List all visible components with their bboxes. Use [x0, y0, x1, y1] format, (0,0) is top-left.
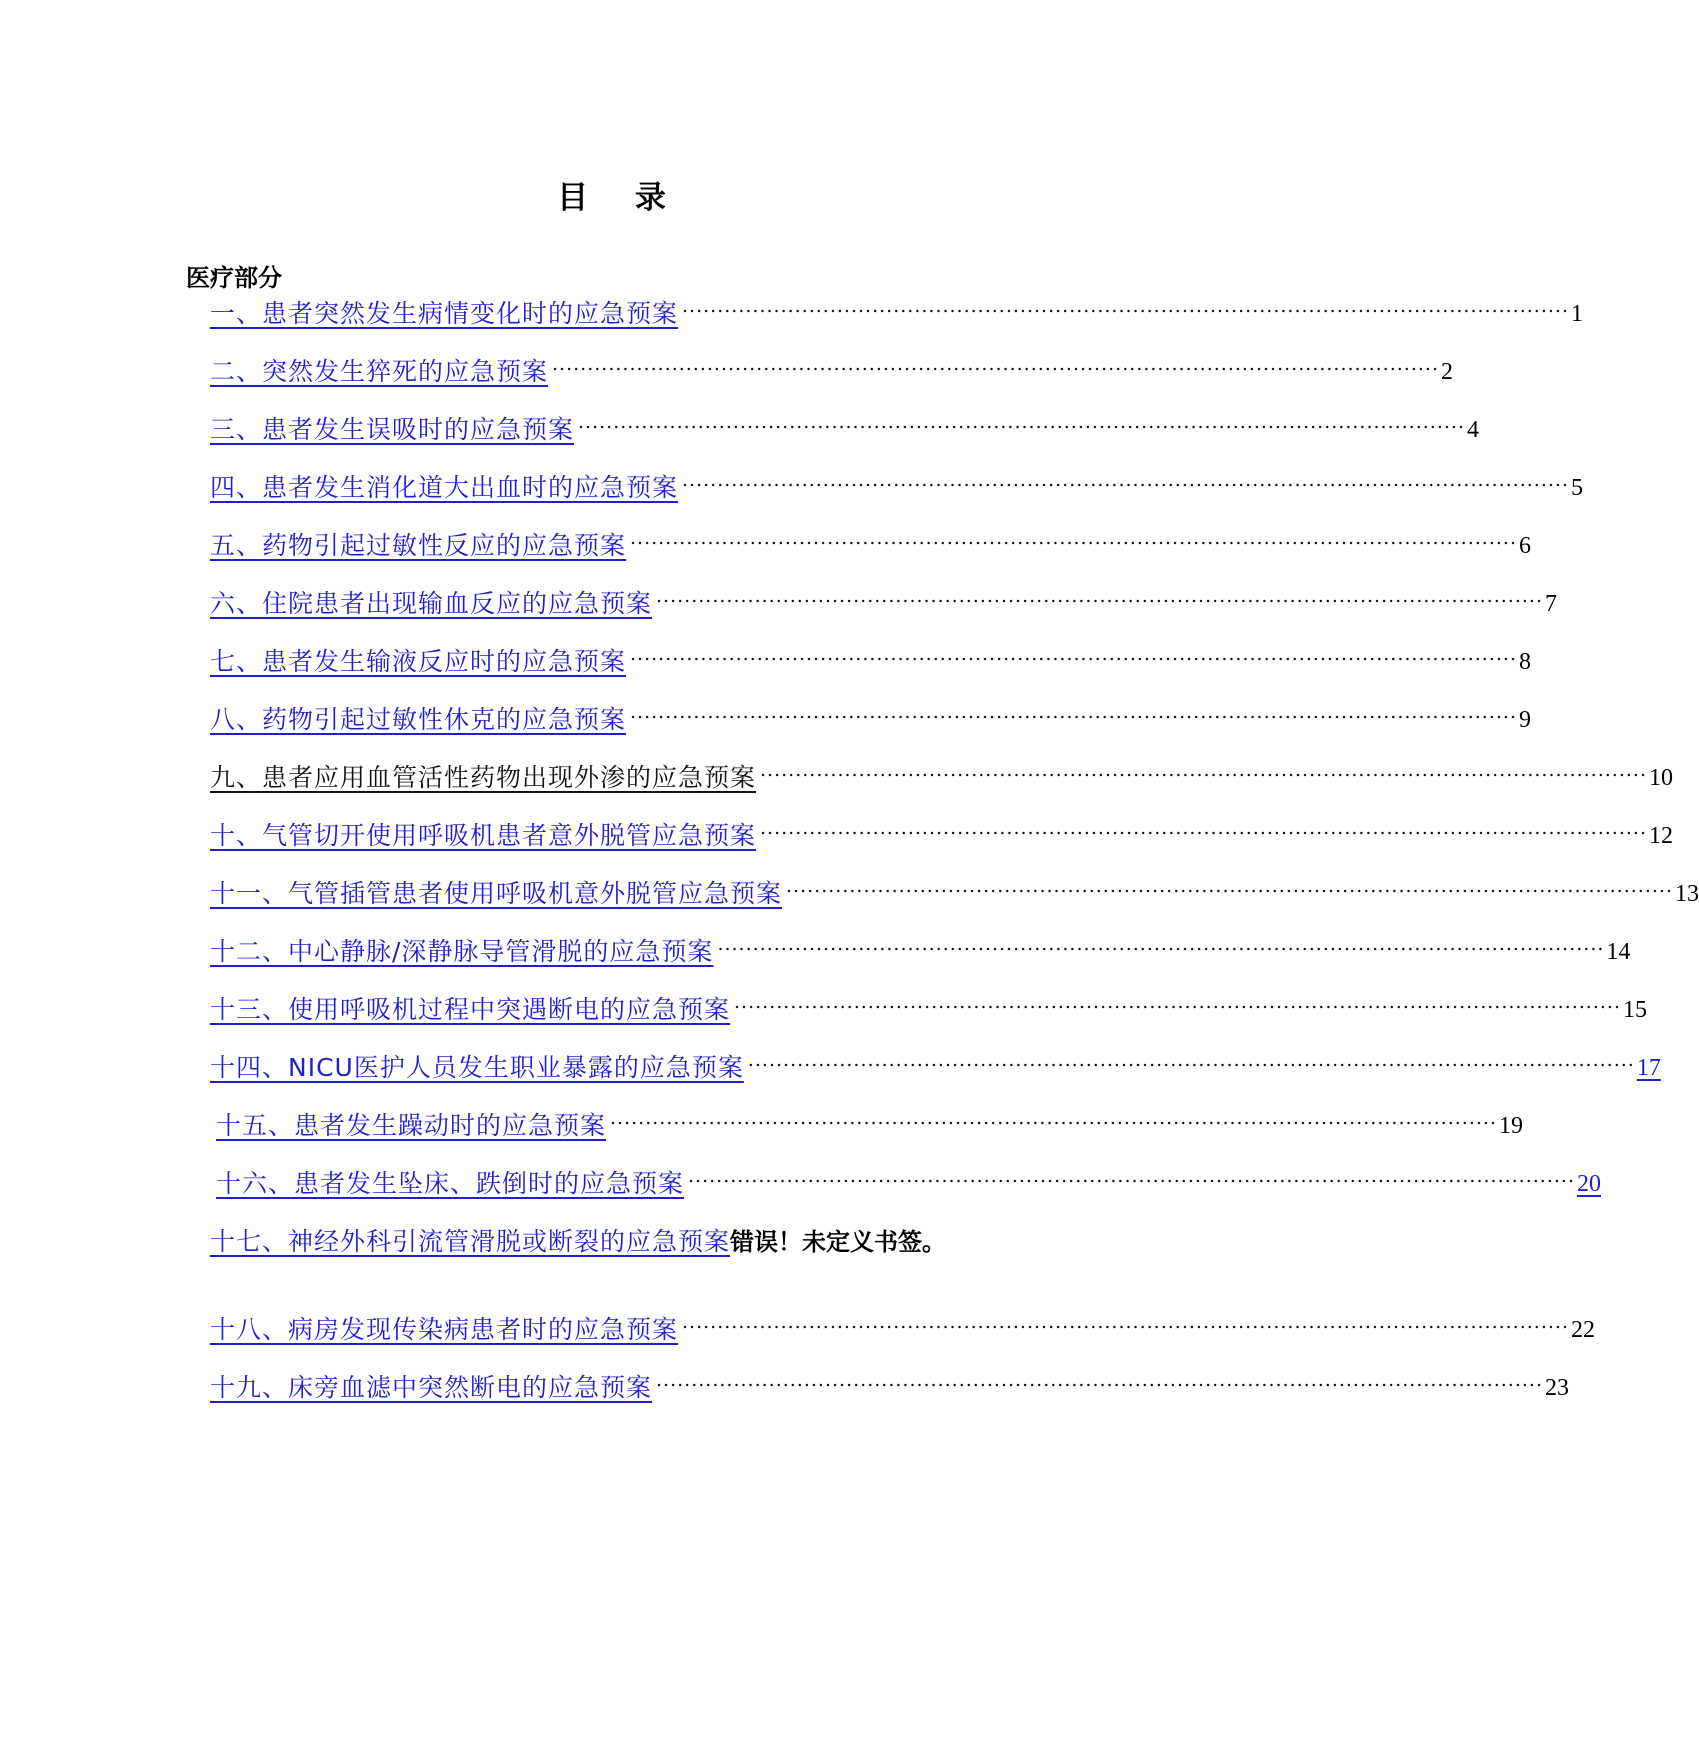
toc-entry-link[interactable]: 十五、患者发生躁动时的应急预案 — [216, 1111, 607, 1140]
toc-entry[interactable] — [210, 468, 1583, 508]
toc-entry[interactable] — [216, 1164, 1601, 1204]
dot-leader: .............................................................................................................................. — [630, 643, 1517, 665]
toc-entry[interactable] — [210, 526, 1531, 566]
dot-leader: .............................................................................................................................. — [552, 353, 1439, 375]
dot-leader: .............................................................................................................................. — [630, 527, 1517, 549]
toc-entry-link[interactable]: 四、患者发生消化道大出血时的应急预案 — [210, 473, 679, 502]
toc-entry-link[interactable]: 五、药物引起过敏性反应的应急预案 — [210, 531, 627, 560]
bookmark-error-text: 错误！未定义书签。 — [730, 1228, 947, 1256]
toc-entry[interactable] — [210, 584, 1557, 624]
dot-leader: .............................................................................................................................. — [682, 1311, 1569, 1333]
toc-page-number: 13 — [1675, 881, 1699, 907]
toc-entry-link[interactable]: 一、患者突然发生病情变化时的应急预案 — [210, 299, 679, 328]
toc-page-number: 14 — [1606, 939, 1631, 965]
toc-entry[interactable] — [210, 294, 1583, 334]
dot-leader: .............................................................................................................................. — [656, 585, 1543, 607]
toc-entry-link[interactable]: 十四、NICU医护人员发生职业暴露的应急预案 — [210, 1053, 744, 1082]
toc-page-number: 12 — [1649, 823, 1673, 849]
toc-page-number: 9 — [1519, 707, 1531, 733]
toc-entry[interactable] — [210, 932, 1631, 972]
toc-entry-link[interactable]: 三、患者发生误吸时的应急预案 — [210, 415, 575, 444]
dot-leader: .............................................................................................................................. — [786, 875, 1673, 897]
toc-page-number: 1 — [1571, 301, 1583, 327]
dot-leader: .............................................................................................................................. — [717, 933, 1605, 955]
toc-entry[interactable] — [210, 1368, 1569, 1408]
toc-page-number: 23 — [1545, 1375, 1569, 1401]
toc-entry-link[interactable]: 六、住院患者出现输血反应的应急预案 — [210, 589, 653, 618]
dot-leader: .............................................................................................................................. — [656, 1369, 1543, 1391]
toc-entry-link[interactable]: 十六、患者发生坠床、跌倒时的应急预案 — [216, 1169, 685, 1198]
toc-page-number: 10 — [1649, 765, 1673, 791]
section-heading: 医疗部分 — [186, 264, 282, 292]
dot-leader: .............................................................................................................................. — [760, 817, 1647, 839]
toc-entry-link[interactable]: 七、患者发生输液反应时的应急预案 — [210, 647, 627, 676]
toc-entry[interactable] — [210, 874, 1699, 914]
toc-page-number: 5 — [1571, 475, 1583, 501]
toc-page-number: 8 — [1519, 649, 1531, 675]
toc-entry[interactable] — [210, 410, 1479, 450]
toc-entry-link[interactable]: 十一、气管插管患者使用呼吸机意外脱管应急预案 — [210, 879, 783, 908]
toc-entry[interactable] — [210, 700, 1531, 740]
toc-entry-link[interactable]: 八、药物引起过敏性休克的应急预案 — [210, 705, 627, 734]
toc-page-number: 19 — [1499, 1113, 1523, 1139]
dot-leader: .............................................................................................................................. — [630, 701, 1517, 723]
toc-entry[interactable] — [210, 642, 1531, 682]
toc-page-number[interactable]: 20 — [1577, 1171, 1601, 1197]
toc-entry[interactable] — [210, 1222, 1050, 1262]
dot-leader: .............................................................................................................................. — [688, 1165, 1575, 1187]
toc-page-number: 2 — [1441, 359, 1453, 385]
toc-entry-link[interactable]: 二、突然发生猝死的应急预案 — [210, 357, 549, 386]
toc-page-number: 7 — [1545, 591, 1557, 617]
toc-page-number: 22 — [1571, 1317, 1595, 1343]
dot-leader: .............................................................................................................................. — [760, 759, 1647, 781]
toc-entry[interactable] — [210, 990, 1647, 1030]
toc-entry[interactable] — [210, 1310, 1595, 1350]
toc-entry-link[interactable]: 十二、中心静脉/深静脉导管滑脱的应急预案 — [210, 937, 714, 966]
toc-entry-link[interactable]: 十九、床旁血滤中突然断电的应急预案 — [210, 1373, 653, 1402]
toc-entry[interactable] — [216, 1106, 1523, 1146]
toc-page-number[interactable]: 17 — [1636, 1055, 1661, 1081]
toc-entry[interactable] — [210, 1048, 1661, 1088]
dot-leader: .............................................................................................................................. — [682, 295, 1569, 317]
toc-entry-link[interactable]: 十八、病房发现传染病患者时的应急预案 — [210, 1315, 679, 1344]
dot-leader: .............................................................................................................................. — [610, 1107, 1497, 1129]
toc-entry[interactable] — [210, 816, 1673, 856]
toc-page-number: 6 — [1519, 533, 1531, 559]
page-title: 目 录 — [557, 180, 684, 216]
dot-leader: .............................................................................................................................. — [682, 469, 1569, 491]
toc-entry-link[interactable]: 十三、使用呼吸机过程中突遇断电的应急预案 — [210, 995, 731, 1024]
toc-page-number: 15 — [1623, 997, 1647, 1023]
toc-entry[interactable] — [210, 352, 1453, 392]
toc-entry-link[interactable]: 十、气管切开使用呼吸机患者意外脱管应急预案 — [210, 821, 757, 850]
dot-leader: .............................................................................................................................. — [734, 991, 1621, 1013]
toc-entry[interactable] — [210, 758, 1673, 798]
toc-entry-link[interactable]: 十七、神经外科引流管滑脱或断裂的应急预案 — [210, 1227, 731, 1256]
toc-page-number: 4 — [1467, 417, 1479, 443]
toc-entry-link[interactable]: 九、患者应用血管活性药物出现外渗的应急预案 — [210, 763, 757, 792]
dot-leader: .............................................................................................................................. — [747, 1049, 1635, 1071]
dot-leader: .............................................................................................................................. — [578, 411, 1465, 433]
